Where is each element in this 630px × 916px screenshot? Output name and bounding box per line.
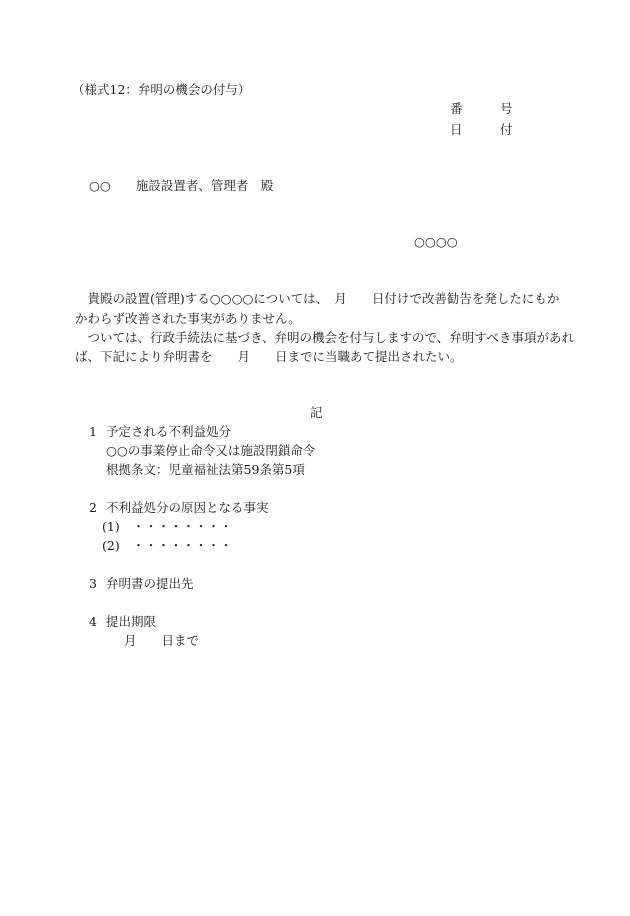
item-1-detail-2: 根拠条文：児童福祉法第59条第5項	[106, 462, 305, 477]
item-2-sub-2: (2) ・・・・・・・・	[102, 538, 233, 553]
form-label: （様式12：弁明の機会の付与）	[72, 82, 251, 97]
document-date-label: 日 付	[450, 122, 513, 137]
item-4-title: 提出期限	[106, 614, 157, 629]
item-1-title: 予定される不利益処分	[106, 424, 232, 439]
body-paragraph-2-line-1: ついては、行政手続法に基づき、弁明の機会を付与しますので、弁明すべき事項があれ	[75, 330, 575, 345]
item-3-number: 3	[89, 576, 97, 591]
item-1-detail-1: ○○の事業停止命令又は施設閉鎖命令	[106, 443, 316, 458]
record-title: 記	[310, 405, 323, 420]
document-number-label: 番 号	[450, 101, 513, 116]
body-paragraph-2-line-2: ば、下記により弁明書を 月 日までに当職あて提出されたい。	[75, 349, 463, 364]
item-2-sub-1: (1) ・・・・・・・・	[102, 519, 233, 534]
item-3-title: 弁明書の提出先	[106, 576, 194, 591]
item-2-title: 不利益処分の原因となる事実	[106, 500, 269, 515]
item-4-number: 4	[89, 614, 97, 629]
body-paragraph-1-line-1: 貴殿の設置(管理)する○○○○については、 月 日付けで改善勧告を発したにもか	[75, 291, 560, 306]
sender-name: ○○○○	[414, 234, 458, 249]
addressee-line: ○○ 施設設置者、管理者 殿	[89, 178, 274, 193]
item-1-number: 1	[89, 424, 97, 439]
body-paragraph-1-line-2: かわらず改善された事実がありません。	[75, 311, 301, 326]
item-2-number: 2	[89, 500, 97, 515]
item-4-detail: 月 日まで	[124, 633, 200, 648]
